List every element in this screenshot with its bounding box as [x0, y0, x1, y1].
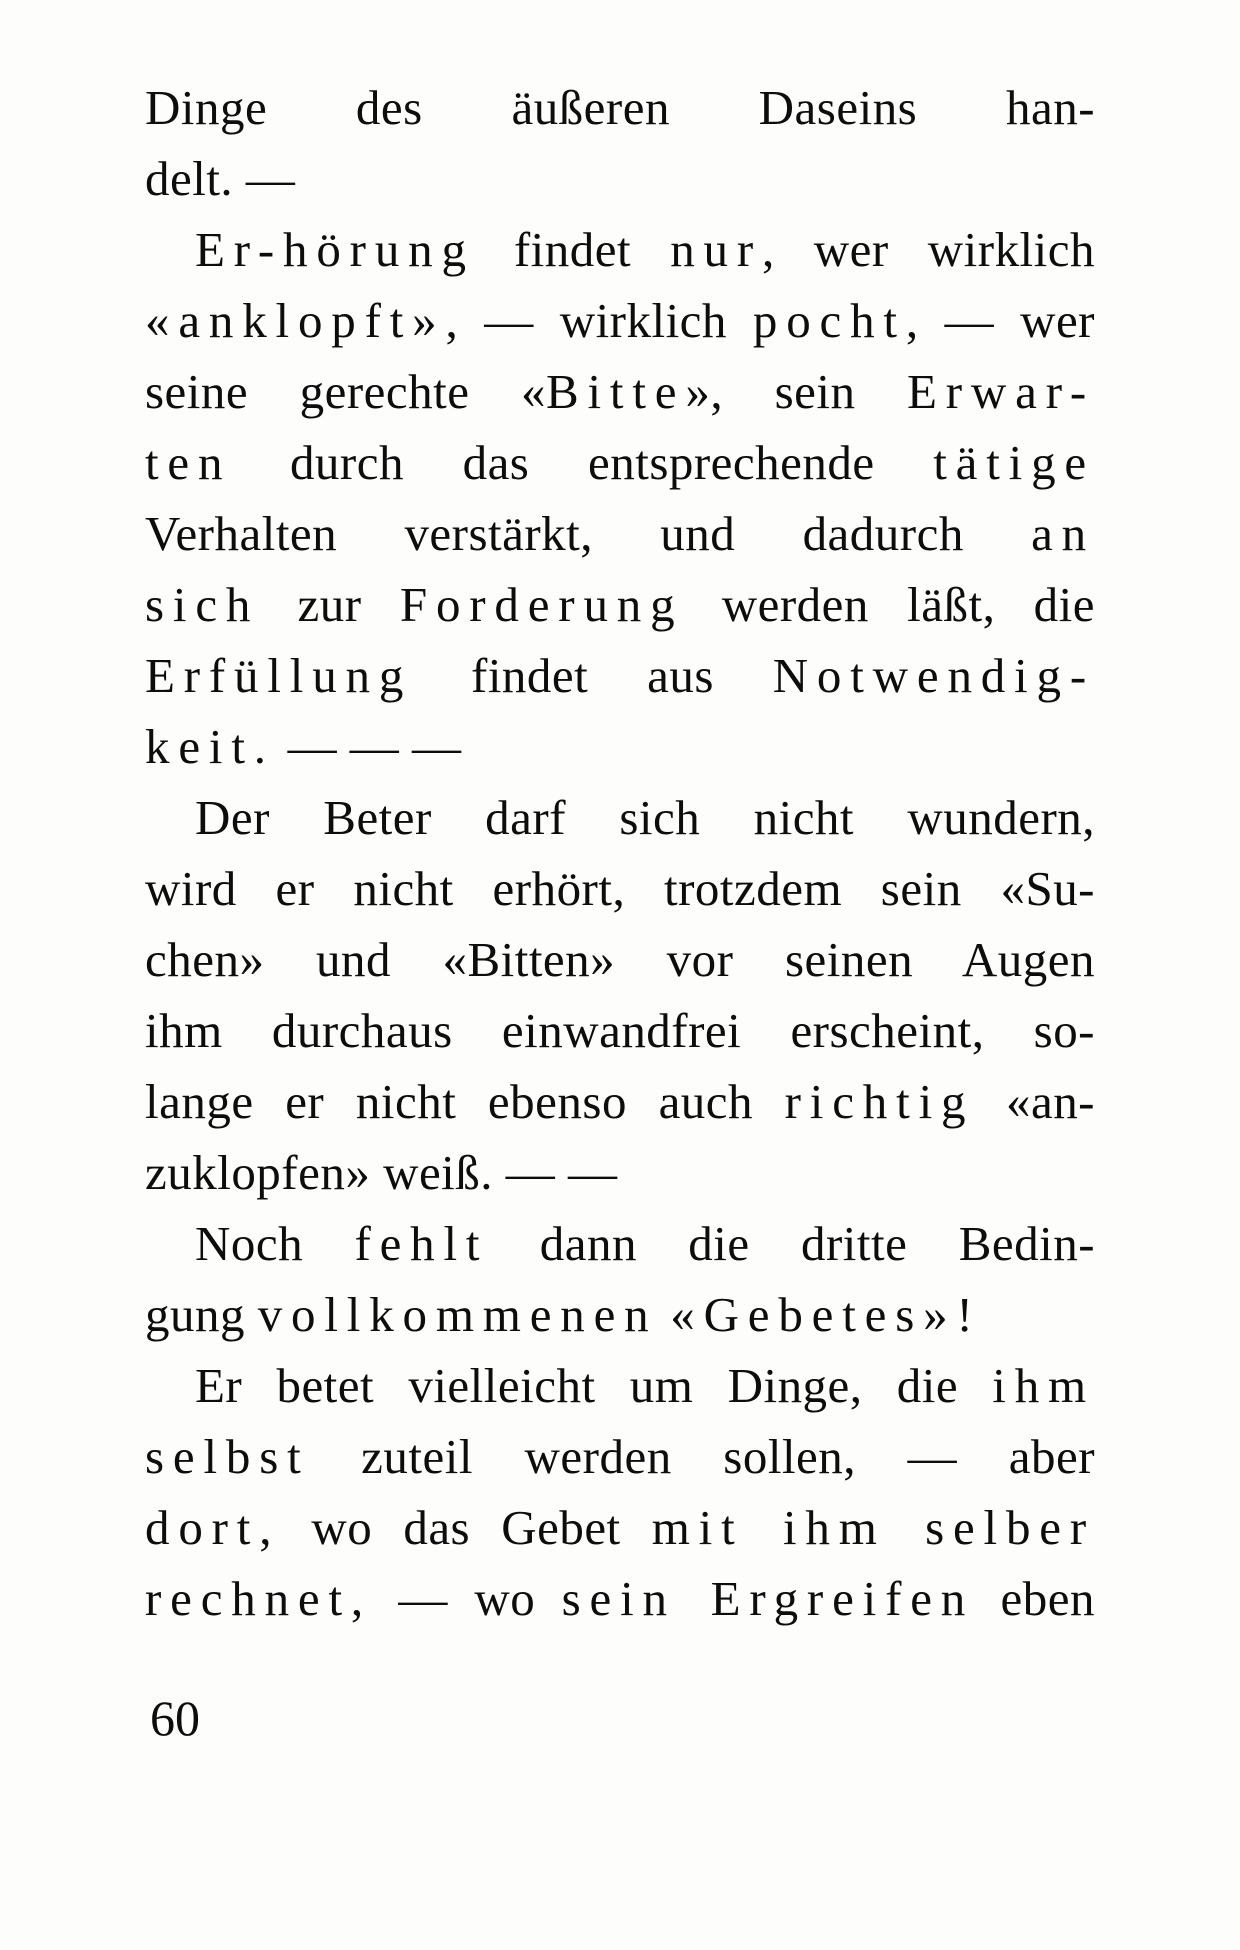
page-text-block [145, 72, 1095, 1634]
letterspaced-text: nur [670, 222, 762, 277]
letterspaced-text: tätige [933, 435, 1095, 490]
text-line [145, 498, 1095, 569]
text-line [145, 1421, 1095, 1492]
letterspaced-text: Bitte [546, 364, 686, 419]
letterspaced-text: selbst [145, 1429, 310, 1484]
text-segment: gung [145, 1287, 258, 1342]
letterspaced-text: sein Ergreifen [561, 1571, 975, 1626]
text-segment: dann die dritte Bedin- [488, 1216, 1096, 1271]
text-line [145, 1137, 1095, 1208]
text-segment: zuklopfen» weiß. — — [145, 1145, 618, 1200]
letterspaced-text: Erfüllung [145, 648, 413, 703]
text-segment: Er betet vielleicht um Dinge, die [195, 1358, 993, 1413]
letterspaced-text: an [1031, 506, 1095, 561]
text-segment: eben [974, 1571, 1095, 1626]
letterspaced-text: keit. [145, 719, 275, 774]
text-segment: zuteil werden sollen, — aber [309, 1429, 1095, 1484]
letterspaced-text: Er-hörung [195, 222, 475, 277]
letterspaced-text: mit ihm selber [651, 1500, 1095, 1555]
text-segment: Der Beter darf sich nicht wundern, [195, 790, 1095, 845]
text-segment: lange er nicht ebenso auch [145, 1074, 785, 1129]
text-line [145, 1350, 1095, 1421]
letterspaced-text: pocht [752, 293, 906, 348]
text-segment: «an- [974, 1074, 1095, 1129]
letterspaced-text: sich [145, 577, 260, 632]
text-segment: , — wer [905, 293, 1095, 348]
text-line [145, 356, 1095, 427]
text-segment: ihm durchaus einwandfrei erscheint, so- [145, 1003, 1095, 1058]
text-segment: delt. — [145, 151, 296, 206]
text-segment: , — wirklich [445, 293, 753, 348]
text-segment: Verhalten verstärkt, und dadurch [145, 506, 1032, 561]
letterspaced-text: Notwendig- [772, 648, 1095, 703]
text-line [145, 143, 1095, 214]
page-number: 60 [150, 1690, 200, 1746]
text-line [145, 782, 1095, 853]
text-segment: werden läßt, die [683, 577, 1095, 632]
text-line [145, 72, 1095, 143]
letterspaced-text: richtig [784, 1074, 975, 1129]
text-segment: wo das Gebet [280, 1500, 652, 1555]
text-segment [658, 1287, 671, 1342]
text-line [145, 711, 1095, 782]
letterspaced-text: ten [145, 435, 232, 490]
text-segment: findet [474, 222, 671, 277]
text-line [145, 1492, 1095, 1563]
letterspaced-text: «anklopft» [145, 293, 446, 348]
text-segment: findet aus [412, 648, 773, 703]
letterspaced-text: dort, [145, 1500, 281, 1555]
text-line [145, 569, 1095, 640]
text-line [145, 924, 1095, 995]
letterspaced-text: Erwar- [907, 364, 1095, 419]
text-segment: Noch [195, 1216, 355, 1271]
text-segment: durch das entsprechende [231, 435, 934, 490]
text-segment: chen» und «Bitten» vor seinen Augen [145, 932, 1095, 987]
text-line [145, 1066, 1095, 1137]
text-segment: », sein [685, 364, 908, 419]
text-line [145, 427, 1095, 498]
text-segment: — — — [274, 719, 462, 774]
text-segment: zur [259, 577, 400, 632]
text-segment: Dinge des äußeren Daseins han- [145, 80, 1095, 135]
text-line [145, 285, 1095, 356]
text-segment: , wer wirklich [761, 222, 1095, 277]
letterspaced-text: Forderung [399, 577, 684, 632]
text-line [145, 1563, 1095, 1634]
text-line [145, 214, 1095, 285]
letterspaced-text: fehlt [354, 1216, 489, 1271]
text-segment: wird er nicht erhört, trotzdem sein «Su- [145, 861, 1095, 916]
text-line [145, 995, 1095, 1066]
text-line [145, 853, 1095, 924]
letterspaced-text: vollkommenen [257, 1287, 658, 1342]
text-segment: seine gerechte « [145, 364, 546, 419]
text-line [145, 1208, 1095, 1279]
letterspaced-text: rechnet, [145, 1571, 372, 1626]
letterspaced-text: «Gebetes»! [670, 1287, 982, 1342]
letterspaced-text: ihm [992, 1358, 1095, 1413]
text-segment: — wo [372, 1571, 562, 1626]
text-line [145, 640, 1095, 711]
text-line [145, 1279, 1095, 1350]
